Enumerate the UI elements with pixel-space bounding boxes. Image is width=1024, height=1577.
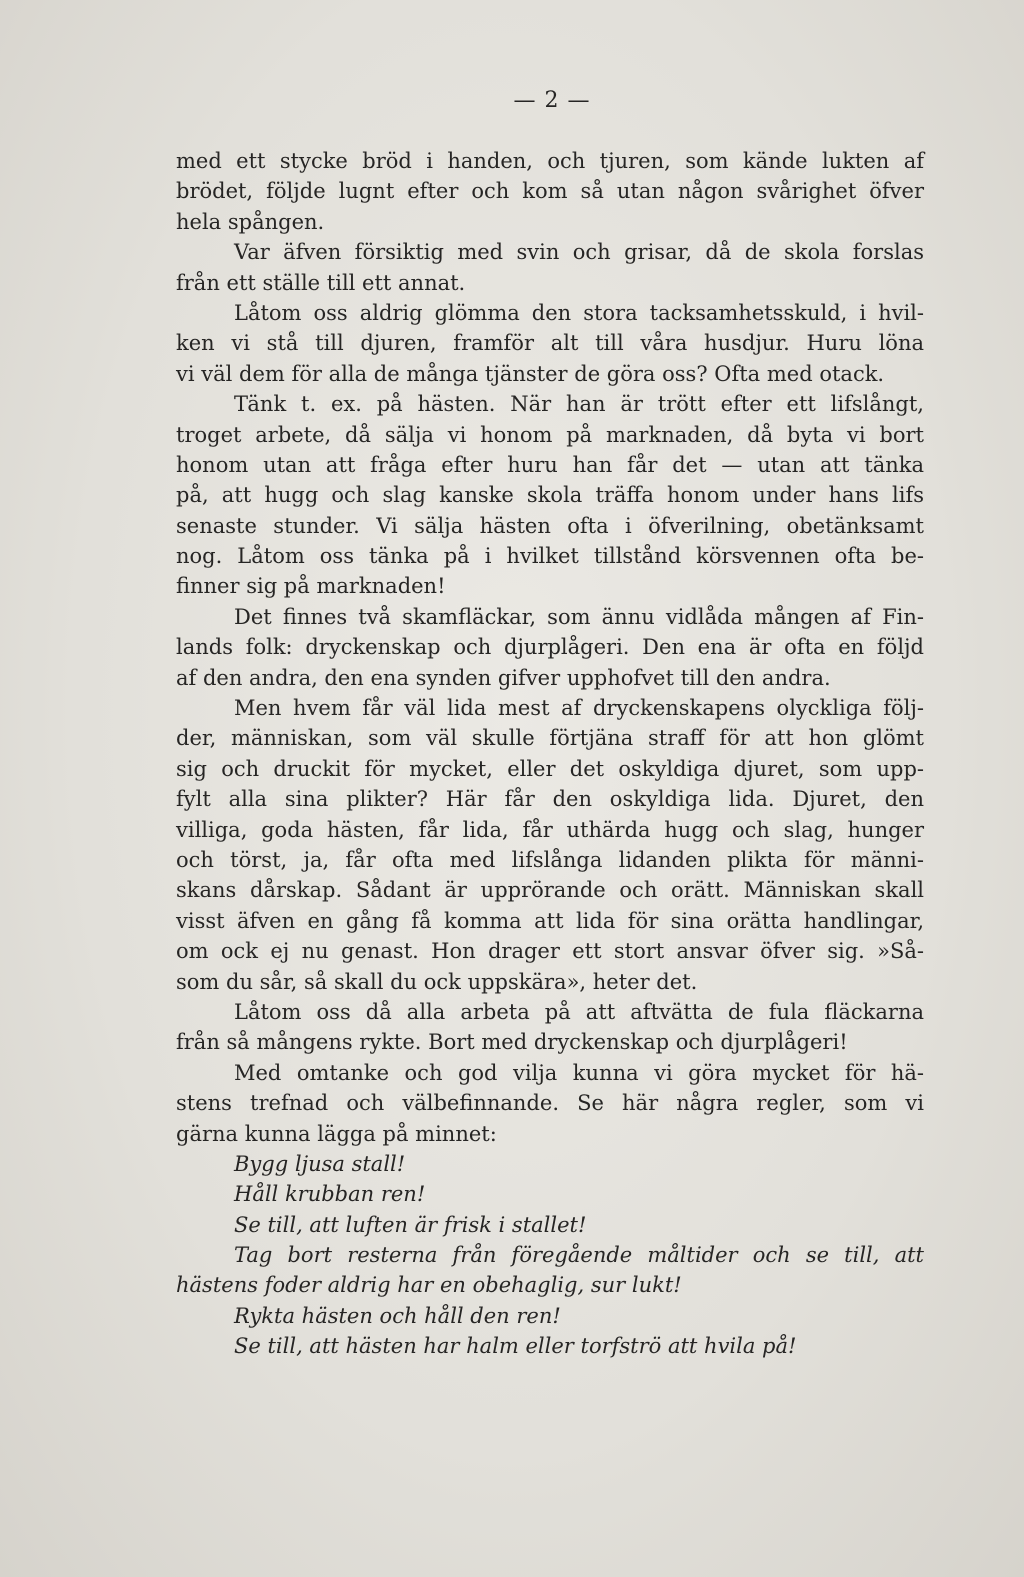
rule-line: Tag bort resterna från föregående måltider och se till, att <box>234 1243 924 1268</box>
text-line: gärna kunna lägga på minnet: <box>176 1121 497 1146</box>
text-line: villiga, goda hästen, får lida, får uthärda hugg och slag, hunger <box>176 817 924 842</box>
text-line: skans dårskap. Sådant är upprörande och orätt. Människan skall <box>176 878 924 903</box>
text-line: af den andra, den ena synden gifver upphofvet till den andra. <box>176 665 831 690</box>
text-line: som du sår, så skall du ock uppskära», heter det. <box>176 969 698 994</box>
text-line: brödet, följde lugnt efter och kom så utan någon svårighet öfver <box>176 179 924 204</box>
text-line: Var äfven försiktig med svin och grisar, då de skola forslas <box>234 240 924 265</box>
text-line: visst äfven en gång få komma att lida för sina orätta handlingar, <box>176 908 924 933</box>
text-line: på, att hugg och slag kanske skola träffa honom under hans lifs <box>176 483 924 508</box>
text-line: senaste stunder. Vi sälja hästen ofta i öfverilning, obetänksamt <box>176 513 924 538</box>
text-line: från så mångens rykte. Bort med dryckenskap och djurplågeri! <box>176 1030 848 1055</box>
rule-line: Håll krubban ren! <box>234 1182 426 1207</box>
text-line: Låtom oss då alla arbeta på att aftvätta de fula fläckarna <box>234 999 924 1024</box>
text-line: hela spången. <box>176 209 325 234</box>
text-line: stens trefnad och välbefinnande. Se här några regler, som vi <box>176 1091 924 1116</box>
text-line: troget arbete, då sälja vi honom på marknaden, då byta vi bort <box>176 422 924 447</box>
text-line: sig och druckit för mycket, eller det oskyldiga djuret, som upp- <box>176 756 924 781</box>
text-line: och törst, ja, får ofta med lifslånga lidanden plikta för männi- <box>176 847 924 872</box>
text-line: fylt alla sina plikter? Här får den oskyldiga lida. Djuret, den <box>176 787 924 812</box>
text-line: Men hvem får väl lida mest af dryckenskapens olyckliga följ- <box>234 696 924 721</box>
text-line: Tänk t. ex. på hästen. När han är trött efter ett lifslångt, <box>234 392 924 417</box>
rule-line: Rykta hästen och håll den ren! <box>234 1303 561 1328</box>
rule-line: Se till, att luften är frisk i stallet! <box>234 1212 587 1237</box>
rules-list <box>176 1149 924 1362</box>
text-line: finner sig på marknaden! <box>176 574 446 599</box>
text-line: Med omtanke och god vilja kunna vi göra mycket för hä- <box>234 1060 924 1085</box>
text-line: med ett stycke bröd i handen, och tjuren, som kände lukten af <box>176 149 924 173</box>
rule-line: hästens foder aldrig har en obehaglig, sur lukt! <box>176 1273 682 1298</box>
text-line: vi väl dem för alla de många tjänster de göra oss? Ofta med otack. <box>176 361 885 386</box>
paragraph-lines <box>176 146 924 1149</box>
rule-line: Bygg ljusa stall! <box>234 1151 406 1176</box>
body-text <box>176 146 924 1362</box>
page-number: — 2 — <box>513 88 591 113</box>
text-line: honom utan att fråga efter huru han får det — utan att tänka <box>176 452 924 477</box>
text-line: nog. Låtom oss tänka på i hvilket tillstånd körsvennen ofta be- <box>176 544 924 569</box>
text-line: ken vi stå till djuren, framför alt till våra husdjur. Huru löna <box>176 331 924 356</box>
rule-line: Se till, att hästen har halm eller torfströ att hvila på! <box>234 1334 797 1359</box>
text-line: der, människan, som väl skulle förtjäna straff för att hon glömt <box>176 726 924 751</box>
text-line: lands folk: dryckenskap och djurplågeri. Den ena är ofta en följd <box>176 635 924 660</box>
text-line: Det finnes två skamfläckar, som ännu vidlåda mången af Fin- <box>234 604 924 629</box>
text-line: Låtom oss aldrig glömma den stora tacksamhetsskuld, i hvil- <box>234 300 924 325</box>
text-line: från ett ställe till ett annat. <box>176 270 466 295</box>
text-line: om ock ej nu genast. Hon drager ett stort ansvar öfver sig. »Så- <box>176 939 924 964</box>
